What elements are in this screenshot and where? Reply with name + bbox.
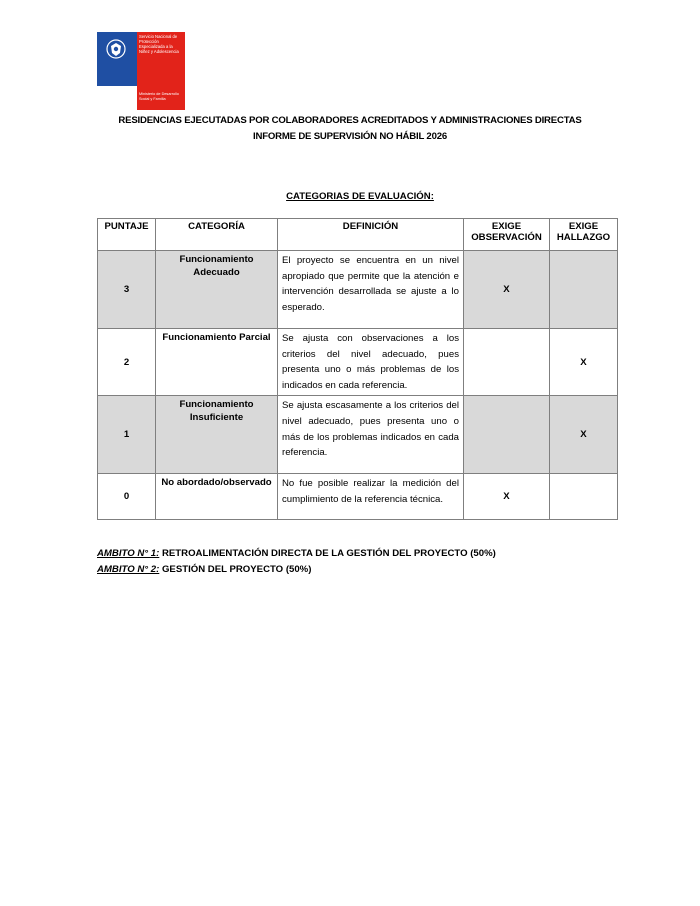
document-title: RESIDENCIAS EJECUTADAS POR COLABORADORES ACREDITADOS Y ADMINISTRACIONES DIRECTAS — [118, 115, 582, 126]
table-row — [98, 396, 618, 474]
row-category: Funcionamiento Adecuado — [156, 251, 278, 329]
row-category: No abordado/observado — [156, 474, 278, 520]
header-finding: EXIGE HALLAZGO — [550, 219, 618, 251]
table-row — [98, 251, 618, 329]
logo-text: Servicio Nacional de Protección Especializada a la Niñez y Adolescencia — [139, 34, 179, 54]
table-header-row — [98, 219, 618, 251]
row-finding — [550, 474, 618, 520]
row-observation: X — [464, 251, 550, 329]
ambito-1-text: RETROALIMENTACIÓN DIRECTA DE LA GESTIÓN DEL PROYECTO (50%) — [159, 548, 496, 559]
header-definition: DEFINICIÓN — [278, 219, 464, 251]
row-finding: X — [550, 396, 618, 474]
row-score: 0 — [98, 474, 156, 520]
row-finding: X — [550, 329, 618, 396]
ambito-2-label: AMBITO N° 2: — [97, 564, 160, 575]
row-observation: X — [464, 474, 550, 520]
row-definition: Se ajusta con observaciones a los criterios del nivel adecuado, pues presenta uno o más problemas de los indicados en cada referencia. — [278, 329, 464, 396]
section-title: CATEGORIAS DE EVALUACIÓN: — [286, 191, 434, 202]
table-row — [98, 474, 618, 520]
row-category: Funcionamiento Insuficiente — [156, 396, 278, 474]
row-definition: Se ajusta escasamente a los criterios del nivel adecuado, pues presenta uno o más de los problemas indicados en cada referencia. — [278, 396, 464, 474]
coat-of-arms-icon — [105, 38, 127, 60]
row-definition: El proyecto se encuentra en un nivel apropiado que permite que la atención e intervención desarrollada se ajuste a lo esperado. — [278, 251, 464, 329]
document-subtitle: INFORME DE SUPERVISIÓN NO HÁBIL 2026 — [253, 131, 447, 142]
row-finding — [550, 251, 618, 329]
row-score: 1 — [98, 396, 156, 474]
row-definition: No fue posible realizar la medición del cumplimiento de la referencia técnica. — [278, 474, 464, 520]
row-observation — [464, 329, 550, 396]
row-score: 3 — [98, 251, 156, 329]
logo-ministry-text: Ministerio de Desarrollo Social y Familia — [139, 92, 179, 101]
institution-logo — [97, 32, 185, 110]
logo-white-band — [97, 86, 137, 110]
ambito-2 — [97, 564, 311, 575]
header-category: CATEGORÍA — [156, 219, 278, 251]
header-observation: EXIGE OBSERVACIÓN — [464, 219, 550, 251]
ambito-1-label: AMBITO N° 1: — [97, 548, 160, 559]
header-score: PUNTAJE — [98, 219, 156, 251]
evaluation-categories-table — [97, 218, 618, 520]
ambito-1 — [97, 548, 496, 559]
ambito-2-text: GESTIÓN DEL PROYECTO (50%) — [159, 564, 312, 575]
row-observation — [464, 396, 550, 474]
row-score: 2 — [98, 329, 156, 396]
table-row — [98, 329, 618, 396]
row-category: Funcionamiento Parcial — [156, 329, 278, 396]
